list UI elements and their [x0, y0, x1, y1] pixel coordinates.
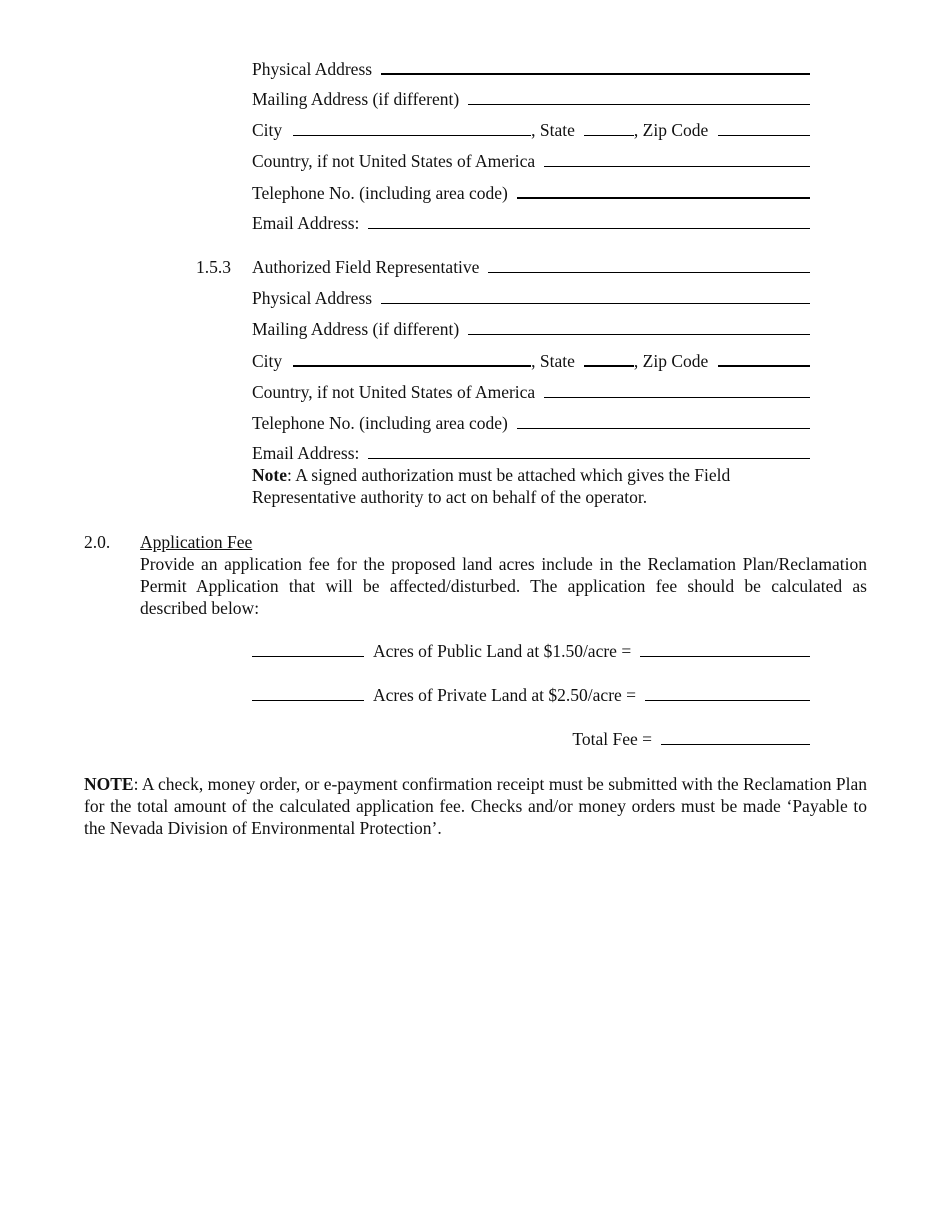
- total-fee-label: Total Fee =: [572, 729, 652, 749]
- country-field[interactable]: [544, 151, 810, 167]
- rep-state-field[interactable]: [584, 350, 634, 367]
- rep-country-field[interactable]: [544, 382, 810, 398]
- rep-country-label: Country, if not United States of America: [252, 382, 536, 402]
- note-label: Note: [252, 465, 287, 485]
- field-rep-field[interactable]: [488, 257, 810, 273]
- rep-country-row: [252, 382, 810, 402]
- total-fee-field[interactable]: [661, 729, 810, 745]
- rep-mailing-address-label: Mailing Address (if different): [252, 319, 460, 339]
- telephone-field[interactable]: [517, 182, 810, 199]
- rep-mailing-address-field[interactable]: [468, 319, 810, 335]
- public-land-label: Acres of Public Land at $1.50/acre =: [373, 641, 632, 661]
- rep-telephone-row: [252, 413, 810, 433]
- rep-zip-label: , Zip Code: [633, 351, 709, 371]
- public-land-row: [252, 641, 810, 661]
- city-label: City: [252, 120, 283, 140]
- physical-address-row: [252, 58, 810, 79]
- mailing-address-label: Mailing Address (if different): [252, 89, 460, 109]
- section-number-1-5-3: 1.5.3: [196, 257, 231, 277]
- city-state-zip-row: [252, 120, 810, 140]
- field-rep-note: [252, 464, 812, 508]
- city-field[interactable]: [293, 120, 531, 136]
- total-fee-row: [252, 729, 810, 749]
- rep-email-label: Email Address:: [252, 443, 360, 463]
- payment-note-text: : A check, money order, or e-payment confirmation receipt must be submitted with the Reclamation Plan for the total amount of the calculated application fee. Checks and/or money orders must be made ‘Payable to the Nevada Division of Environmental Protection’.: [84, 774, 867, 838]
- rep-email-field[interactable]: [368, 443, 810, 459]
- country-label: Country, if not United States of America: [252, 151, 536, 171]
- payment-note: [84, 773, 867, 839]
- rep-mailing-address-row: [252, 319, 810, 339]
- mailing-address-row: [252, 89, 810, 109]
- private-land-row: [252, 685, 810, 705]
- physical-address-label: Physical Address: [252, 59, 373, 79]
- private-fee-field[interactable]: [645, 685, 810, 701]
- rep-telephone-field[interactable]: [517, 413, 810, 429]
- section-number-2-0: 2.0.: [84, 532, 111, 552]
- rep-telephone-label: Telephone No. (including area code): [252, 413, 508, 433]
- public-acres-field[interactable]: [252, 641, 364, 657]
- rep-city-label: City: [252, 351, 283, 371]
- telephone-row: [252, 182, 810, 203]
- application-fee-paragraph: Provide an application fee for the proposed land acres include in the Reclamation Plan/Reclamation Permit Application that will be affected/disturbed. The application fee should be calculated as described below:: [140, 554, 867, 618]
- rep-physical-address-row: [252, 288, 810, 308]
- field-rep-row: [252, 257, 810, 277]
- email-row: [252, 213, 810, 233]
- email-field[interactable]: [368, 213, 810, 229]
- section-title-application-fee: Application Fee: [140, 532, 253, 552]
- field-rep-label: Authorized Field Representative: [252, 257, 480, 277]
- state-label: , State: [531, 120, 575, 140]
- rep-zip-field[interactable]: [718, 350, 810, 367]
- public-fee-field[interactable]: [640, 641, 810, 657]
- private-land-label: Acres of Private Land at $2.50/acre =: [373, 685, 637, 705]
- rep-city-state-zip-row: [252, 350, 810, 371]
- note-text: : A signed authorization must be attached which gives the Field Representative authority to act on behalf of the operator.: [252, 465, 731, 507]
- email-label: Email Address:: [252, 213, 360, 233]
- country-row: [252, 151, 810, 171]
- physical-address-field[interactable]: [381, 58, 810, 75]
- zip-label: , Zip Code: [633, 120, 709, 140]
- rep-state-label: , State: [531, 351, 575, 371]
- private-acres-field[interactable]: [252, 685, 364, 701]
- rep-email-row: [252, 443, 810, 463]
- rep-physical-address-field[interactable]: [381, 288, 810, 304]
- state-field[interactable]: [584, 120, 634, 136]
- payment-note-label: NOTE: [84, 774, 134, 794]
- telephone-label: Telephone No. (including area code): [252, 183, 508, 203]
- rep-city-field[interactable]: [293, 350, 531, 367]
- rep-physical-address-label: Physical Address: [252, 288, 373, 308]
- zip-field[interactable]: [718, 120, 810, 136]
- mailing-address-field[interactable]: [468, 89, 810, 105]
